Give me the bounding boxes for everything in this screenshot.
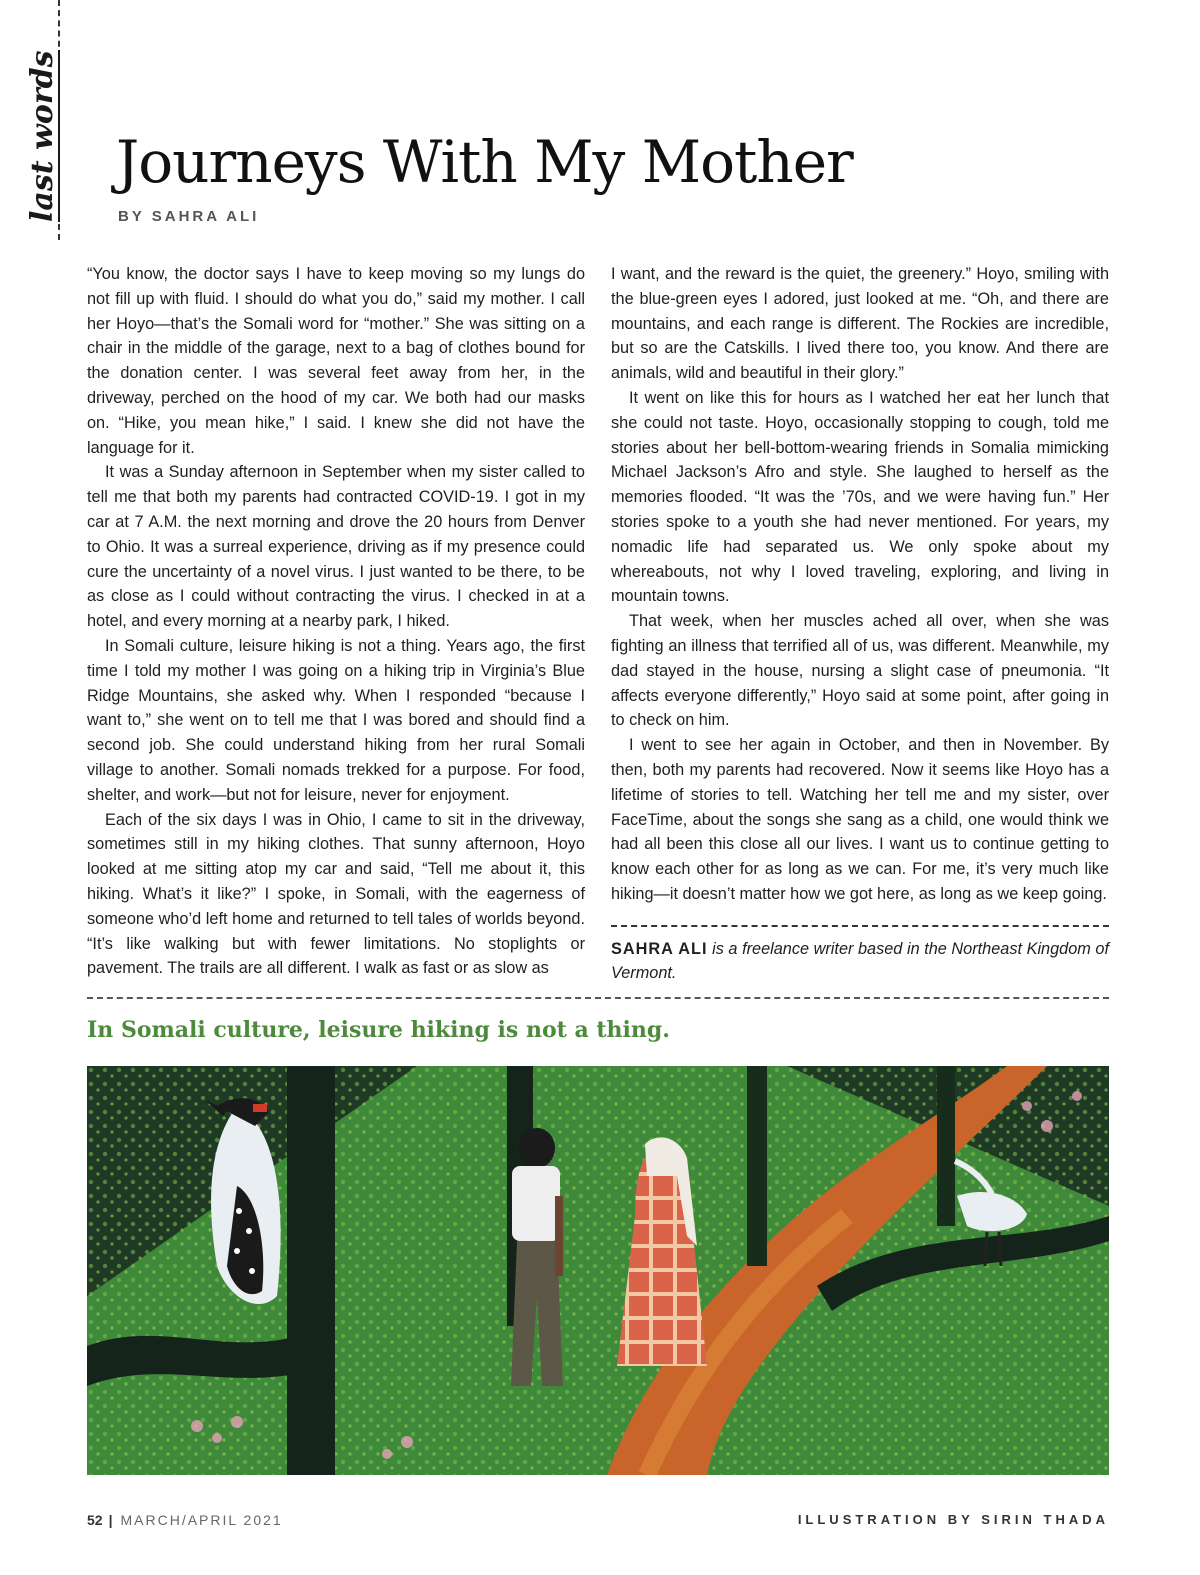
paragraph: In Somali culture, leisure hiking is not a thing. Years ago, the first time I told my mother I was going on a hiking trip in Virginia’s Blue Ridge Mountains, she asked why. When I responded “because I want to,” she went on to tell me that I was bored and should find a second job. She could understand hiking from her rural Somali village to another. Somali nomads trekked for a purpose. For food, shelter, and work—but not for leisure, never for enjoyment. [87, 636, 585, 804]
author-bio [611, 937, 1109, 985]
footer-separator: | [108, 1512, 115, 1528]
section-tag: last words [25, 50, 60, 222]
section-divider [87, 997, 1109, 999]
paragraph: I went to see her again in October, and then in November. By then, both my parents had recovered. Now it seems like Hoyo has a lifetime of stories to tell. Watching her tell me and my sister, over FaceTime, about the songs she sang as a child, one would think we had all been this close all our lives. I want us to continue getting to know each other for as long as we can. For me, it’s very much like hiking—it doesn’t matter how we got here, as long as we keep going. [611, 736, 1109, 903]
paragraph: It went on like this for hours as I watched her eat her lunch that she could not taste. Hoyo, occasionally stopping to cough, told me stories about her bell-bottom-wearing friends in Somalia mimicking Michael Jackson’s Afro and style. She laughed to herself as the memories flooded. “It was the ’70s, and we were having fun.” Her stories spoke to a youth she had never mentioned. For years, my nomadic life had separated us. We only spoke about my whereabouts, not why I loved traveling, exploring, and living in mountain towns. [611, 388, 1109, 606]
paragraph: It was a Sunday afternoon in September when my sister called to tell me that both my parents had contracted COVID-19. I got in my car at 7 A.M. the next morning and drove the 20 hours from Denver to Ohio. It was a surreal experience, driving as if my presence could cure the uncertainty of a novel virus. I just wanted to be there, to be as close as I could without contracting the virus. I checked in at a hotel, and every morning at a nearby park, I hiked. [87, 463, 585, 631]
article-column-left [87, 262, 585, 981]
paragraph: I want, and the reward is the quiet, the greenery.” Hoyo, smiling with the blue-green eyes I adored, just looked at me. “Oh, and there are mountains, and each range is different. The Rockies are incredible, but so are the Catskills. I lived there too, you know. And there are animals, wild and beautiful in their glory.” [611, 265, 1109, 383]
illustration-credit: ILLUSTRATION BY SIRIN THADA [797, 1512, 1109, 1527]
forest-illustration [87, 1066, 1109, 1475]
bio-text: is a freelance writer based in the Northeast Kingdom of Vermont. [611, 939, 1110, 982]
bio-divider [611, 925, 1109, 927]
bio-author-name: SAHRA ALI [611, 939, 708, 958]
article-title: Journeys With My Mother [116, 128, 853, 196]
byline: BY SAHRA ALI [118, 208, 260, 225]
page-footer [87, 1512, 283, 1528]
paragraph: “You know, the doctor says I have to keep moving so my lungs do not fill up with fluid. I should do what you do,” said my mother. I call her Hoyo—that’s the Somali word for “mother.” She was sitting on a chair in the middle of the garage, next to a bag of clothes bound for the donation center. I was several feet away from her, in the driveway, perched on the hood of my car. We both had our masks on. “Hike, you mean hike,” I said. I knew she did not have the language for it. [87, 265, 585, 457]
paragraph: That week, when her muscles ached all over, when she was fighting an illness that terrified all of us, was different. Meanwhile, my dad stayed in the house, nursing a slight case of pneumonia. “It affects everyone differently,” Hoyo said at some point, after going in to check on him. [611, 612, 1109, 730]
paragraph: Each of the six days I was in Ohio, I came to sit in the driveway, sometimes still in my hiking clothes. That sunny afternoon, Hoyo looked at me sitting atop my car and said, “Tell me about it, this hiking. What’s it like?” I spoke, in Somali, with the eagerness of someone who’d left home and returned to tell tales of worlds beyond. “It’s like walking but with fewer limitations. No stoplights or pavement. The trails are all different. I walk as fast or as slow as [87, 810, 585, 978]
pull-quote: In Somali culture, leisure hiking is not a thing. [87, 1017, 670, 1043]
issue-date: MARCH/APRIL 2021 [120, 1512, 283, 1528]
page-number: 52 [87, 1512, 103, 1528]
article-column-right [611, 262, 1109, 985]
